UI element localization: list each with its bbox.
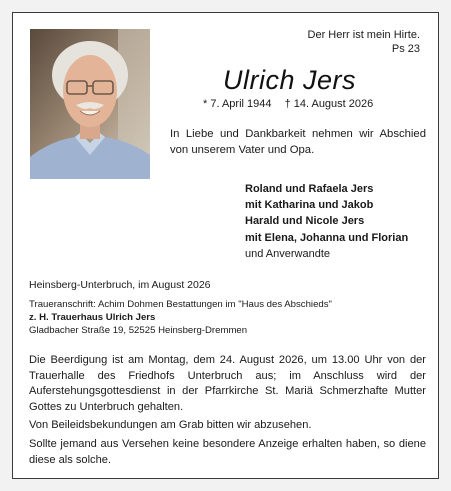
birth-date: * 7. April 1944 xyxy=(203,98,272,110)
family-member: Roland und Rafaela Jers xyxy=(245,183,374,195)
address-line: Traueranschrift: Achim Dohmen Bestattungen im "Haus des Abschieds" xyxy=(29,299,332,310)
condolence-note: Von Beileidsbekundungen am Grab bitten wir abzusehen. xyxy=(29,419,312,432)
portrait-photo xyxy=(30,29,150,179)
death-date: † 14. August 2026 xyxy=(284,98,374,110)
funeral-details xyxy=(29,353,426,471)
farewell-text: In Liebe und Dankbarkeit nehmen wir Abschied von unserem Vater und Opa. xyxy=(170,128,426,156)
funeral-paragraph: Die Beerdigung ist am Montag, dem 24. August 2026, um 13.00 Uhr von der Trauerhalle des Friedhofs Unterbruch aus; im Anschluss wird der Auferstehungsgottesdienst in der Pfarrkirche St. Mariä Schmerzhafte Mutter Gottes zu Unterbruch gehalten. xyxy=(29,354,426,413)
life-dates xyxy=(203,98,383,110)
family-list xyxy=(245,181,408,262)
address-street: Gladbacher Straße 19, 52525 Heinsberg-Dremmen xyxy=(29,325,248,336)
family-member: mit Katharina und Jakob xyxy=(245,199,374,212)
psalm-quote xyxy=(308,28,420,56)
psalm-reference: Ps 23 xyxy=(391,43,420,55)
mourning-address xyxy=(29,298,332,337)
address-recipient: z. H. Trauerhaus Ulrich Jers xyxy=(29,312,156,323)
relatives-note: und Anverwandte xyxy=(245,247,331,260)
psalm-text: Der Herr ist mein Hirte. xyxy=(307,29,420,41)
family-member: mit Elena, Johanna und Florian xyxy=(245,231,409,244)
notice-note: Sollte jemand aus Versehen keine besondere Anzeige erhalten haben, so diene diese als solche. xyxy=(29,437,426,466)
obituary-notice xyxy=(12,12,439,479)
family-member: Harald und Nicole Jers xyxy=(245,215,365,228)
place-and-date: Heinsberg-Unterbruch, im August 2026 xyxy=(29,279,211,291)
deceased-name: Ulrich Jers xyxy=(223,65,357,95)
